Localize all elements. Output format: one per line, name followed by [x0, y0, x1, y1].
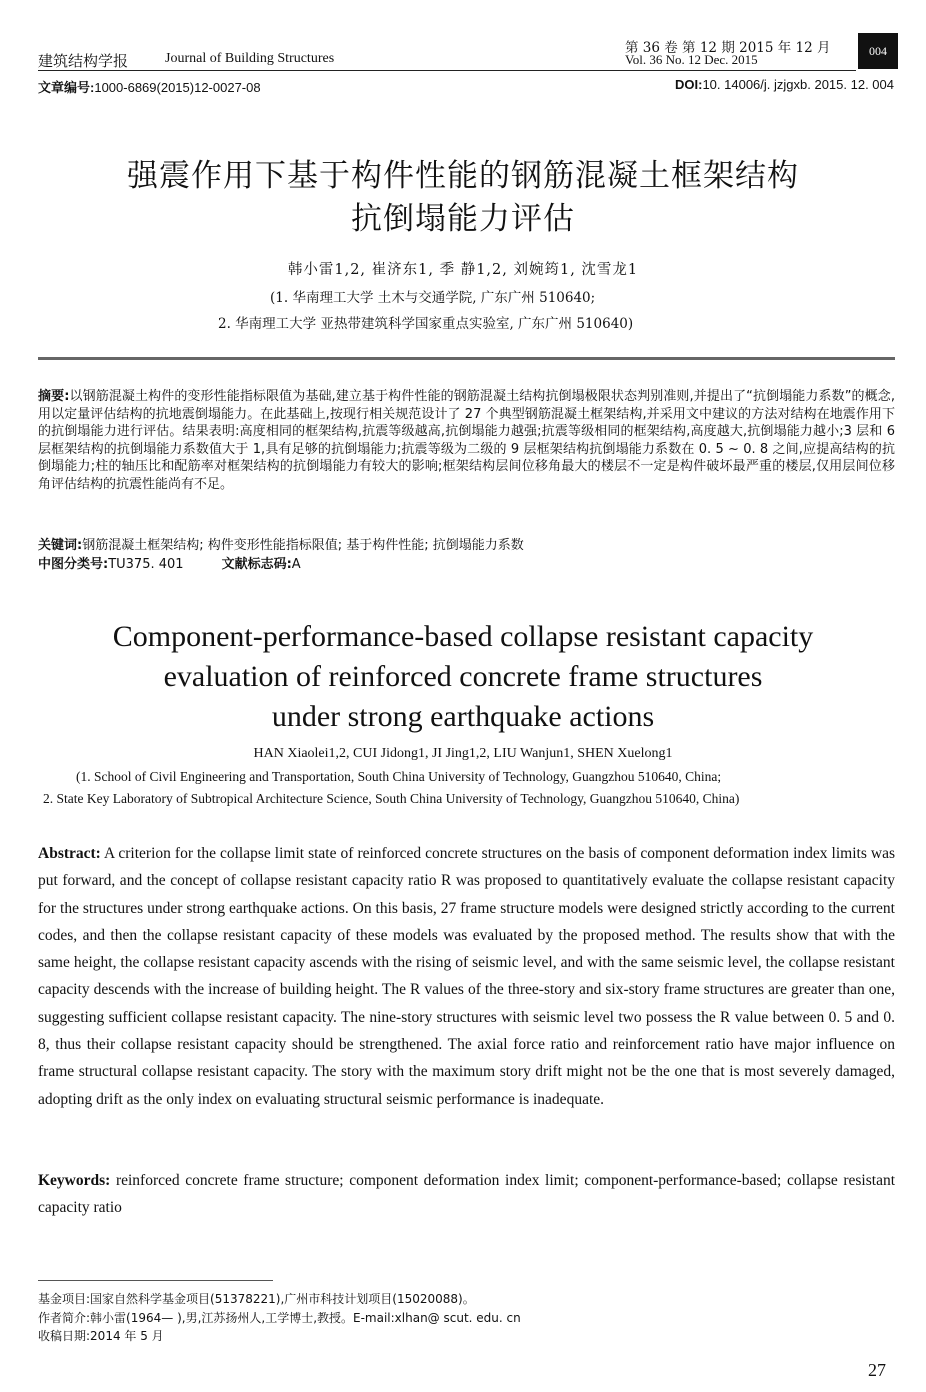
affiliation-en-2: 2. State Key Laboratory of Subtropical Architecture Science, South China University of Technology, Guangzhou 510640, China)	[43, 791, 740, 806]
article-number-label: 文章编号:	[38, 80, 95, 95]
class-value: TU375. 401	[108, 557, 184, 572]
title-en-line-1: Component-performance-based collapse resistant capacity	[112, 620, 814, 653]
title-rule	[38, 357, 895, 360]
title-en-line-2: evaluation of reinforced concrete frame structures	[163, 660, 763, 693]
header-rule	[38, 70, 856, 71]
abstract-en	[38, 840, 895, 1113]
keywords-cn-label: 关键词:	[38, 538, 83, 553]
affiliation-en-1: (1. School of Civil Engineering and Transportation, South China University of Technology, Guangzhou 510640, China;	[76, 769, 722, 784]
doi-value[interactable]: 10. 14006/j. jzjgxb. 2015. 12. 004	[702, 77, 894, 92]
affiliation-cn-1: (1. 华南理工大学 土木与交通学院, 广东广州 510640;	[270, 290, 596, 306]
title-cn-line-1: 强震作用下基于构件性能的钢筋混凝土框架结构	[127, 158, 799, 194]
abstract-en-label: Abstract:	[38, 845, 101, 862]
issue-info-cn: 第 36 卷 第 12 期 2015 年 12 月	[625, 40, 831, 56]
keywords-en-text: reinforced concrete frame structure; component deformation index limit; component-performance-based; collapse resistant capacity ratio	[38, 1172, 896, 1217]
abstract-cn	[38, 388, 895, 494]
footnote-received: 收稿日期:2014 年 5 月	[38, 1329, 164, 1343]
article-number	[38, 77, 261, 96]
doc-code-label: 文献标志码:	[221, 557, 292, 572]
abstract-cn-label: 摘要:	[38, 389, 70, 404]
authors-cn: 韩小雷1,2, 崔济东1, 季 静1,2, 刘婉筠1, 沈雪龙1	[287, 262, 639, 278]
keywords-cn-text: 钢筋混凝土框架结构; 构件变形性能指标限值; 基于构件性能; 抗倒塌能力系数	[82, 538, 524, 553]
doi-label: DOI:	[675, 77, 703, 92]
abstract-en-text: A criterion for the collapse limit state of reinforced concrete structures on the basis of component deformation index limits was put forward, and the concept of collapse resistant capacity ratio R was proposed to quantitatively evaluate the collapse resistant capacity for the structures under strong earthquake actions. On this basis, 27 frame structure models were designed strictly according to the current codes, and then the collapse resistant capacity of these models was evaluated by the proposed method. The results show that with the same height, the collapse resistant capacity ascends with the rising of seismic level, and with the same seismic level, the collapse resistant capacity descends with the increase of building height. The R values of the three-story and six-story frame structures are greater than one, suggesting sufficient collapse resistant capacity. The nine-story structures with seismic level two possess the R value between 0. 5 and 0. 8, thus their collapse resistant capacity should be strengthened. The axial force ratio and reinforcement ratio have major influence on frame structural collapse resistant capacity. The story with the maximum story drift might not be the one that is most severely damaged, adopting drift as the only index on evaluating structural seismic performance is inadequate.	[38, 845, 895, 1108]
authors-en: HAN Xiaolei1,2, CUI Jidong1, JI Jing1,2, LIU Wanjun1, SHEN Xuelong1	[253, 746, 673, 761]
paper-title-cn	[0, 155, 926, 241]
classification-cn	[38, 556, 895, 574]
keywords-en	[38, 1167, 895, 1222]
title-en-line-3: under strong earthquake actions	[271, 700, 655, 733]
keywords-en-label: Keywords:	[38, 1172, 111, 1189]
affiliation-cn-2: 2. 华南理工大学 亚热带建筑科学国家重点实验室, 广东广州 510640)	[218, 316, 634, 332]
footnote-rule	[38, 1280, 273, 1281]
footnote-fund: 基金项目:国家自然科学基金项目(51378221),广州市科技计划项目(15020088)。	[38, 1292, 475, 1306]
keywords-cn	[38, 537, 895, 555]
class-label: 中图分类号:	[38, 557, 109, 572]
abstract-cn-text: 以钢筋混凝土构件的变形性能指标限值为基础,建立基于构件性能的钢筋混凝土结构抗倒塌极限状态判别准则,并提出了“抗倒塌能力系数”的概念,用以定量评估结构的抗地震倒塌能力。在此基础上,按现行相关规范设计了 27 个典型钢筋混凝土框架结构,并采用文中建议的方法对结构在地震作用下的抗倒塌能力进行评估。结果表明:高度相同的框架结构,抗震等级越高,抗倒塌能力越强;抗震等级相同的框架结构,高度越大,抗倒塌能力越小;3 层和 6 层框架结构的抗倒塌能力系数值大于 1,具有足够的抗倒塌能力;抗震等级为二级的 9 层框架结构抗倒塌能力系数在 0. 5 ~ 0. 8 之间,应提高结构的抗倒塌能力;柱的轴压比和配筋率对框架结构的抗倒塌能力有较大的影响;框架结构层间位移角最大的楼层不一定是构件破坏最严重的楼层,仅用层间位移角评估结构的抗震性能尚有不足。	[38, 389, 895, 492]
doi[interactable]	[675, 77, 894, 92]
title-cn-line-2: 抗倒塌能力评估	[351, 201, 575, 237]
footnote-author: 作者简介:韩小雷(1964— ),男,江苏扬州人,工学博士,教授。E-mail:xlhan@ scut. edu. cn	[38, 1311, 521, 1325]
issue-info-en: Vol. 36 No. 12 Dec. 2015	[625, 52, 758, 67]
paper-title-en	[0, 617, 926, 737]
journal-name-en: Journal of Building Structures	[165, 51, 335, 66]
article-number-box: 004	[858, 33, 898, 69]
article-number-value: 1000-6869(2015)12-0027-08	[94, 80, 261, 95]
page-number: 27	[868, 1360, 886, 1380]
doc-code-value: A	[291, 557, 301, 572]
journal-name-cn: 建筑结构学报	[38, 52, 129, 70]
